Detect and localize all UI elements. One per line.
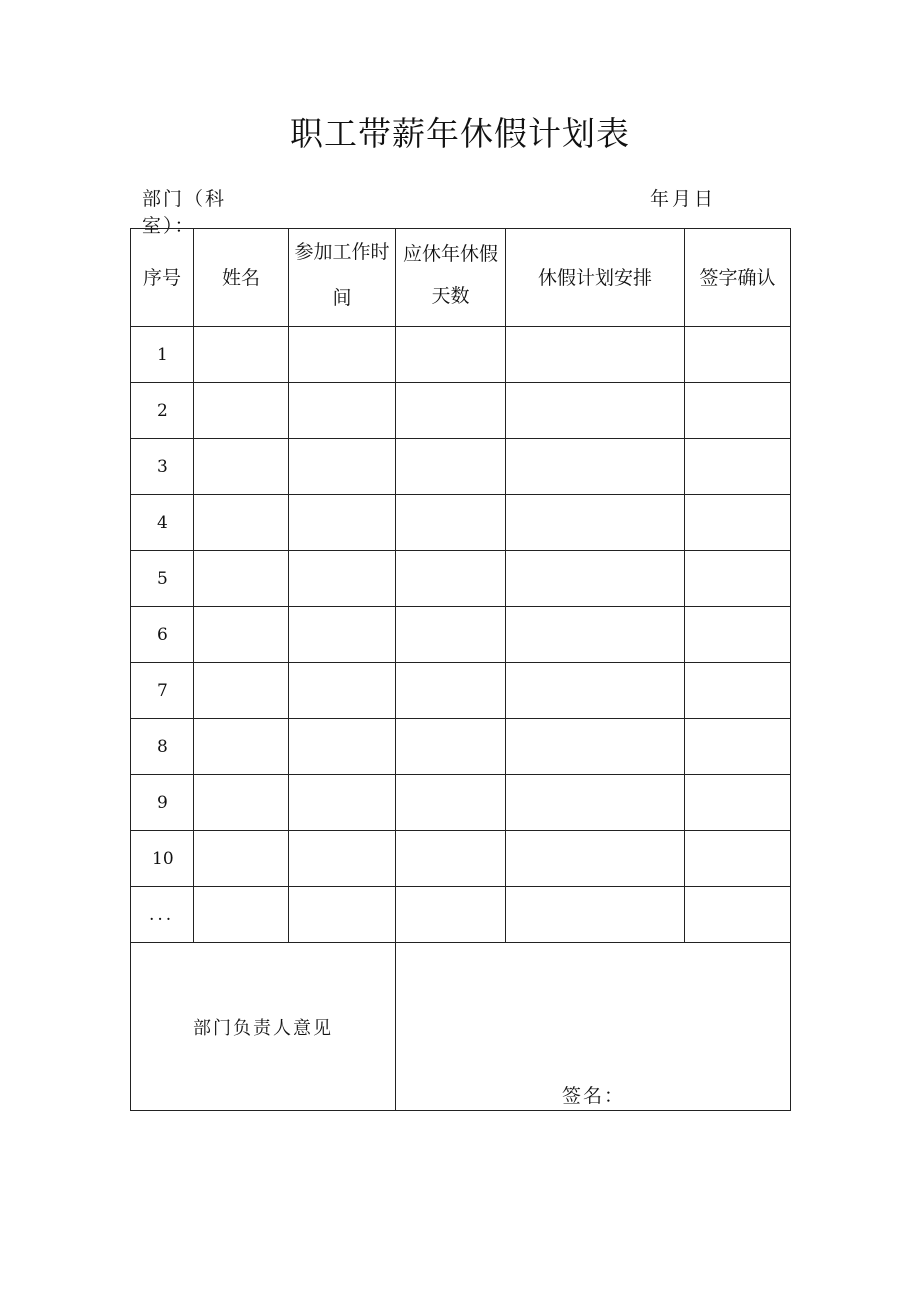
signature-cell[interactable] [685, 775, 791, 831]
name-cell[interactable] [194, 831, 289, 887]
work-start-cell[interactable] [289, 607, 396, 663]
leave-plan-cell[interactable] [506, 607, 685, 663]
work-start-cell[interactable] [289, 831, 396, 887]
leave-days-cell[interactable] [396, 551, 506, 607]
leave-days-cell[interactable] [396, 607, 506, 663]
department-label: 部门（科室）： [142, 188, 227, 237]
header-leave-days: 应休年休假天数 [396, 229, 506, 327]
header-serial-number: 序号 [131, 229, 194, 327]
leave-days-cell[interactable] [396, 775, 506, 831]
leave-days-cell[interactable] [396, 663, 506, 719]
date-label: 年月日 [650, 188, 717, 210]
leave-plan-cell[interactable] [506, 831, 685, 887]
leave-days-cell[interactable] [396, 831, 506, 887]
row-number: 2 [131, 383, 194, 439]
name-cell[interactable] [194, 327, 289, 383]
leave-days-cell[interactable] [396, 439, 506, 495]
name-cell[interactable] [194, 439, 289, 495]
leave-plan-cell[interactable] [506, 439, 685, 495]
leave-plan-cell[interactable] [506, 775, 685, 831]
footer-row [131, 943, 791, 1111]
leave-days-cell[interactable] [396, 495, 506, 551]
row-number: 1 [131, 327, 194, 383]
table-row [131, 719, 791, 775]
signature-cell[interactable] [685, 439, 791, 495]
work-start-cell[interactable] [289, 383, 396, 439]
row-number: 8 [131, 719, 194, 775]
work-start-cell[interactable] [289, 327, 396, 383]
row-number: 4 [131, 495, 194, 551]
row-number: 9 [131, 775, 194, 831]
header-work-start-time: 参加工作时间 [289, 229, 396, 327]
table-row [131, 495, 791, 551]
leave-plan-cell[interactable] [506, 551, 685, 607]
leave-days-cell[interactable] [396, 719, 506, 775]
work-start-cell[interactable] [289, 439, 396, 495]
page-title: 职工带薪年休假计划表 [290, 114, 630, 153]
name-cell[interactable] [194, 607, 289, 663]
signature-label: 签名： [562, 1085, 626, 1107]
work-start-cell[interactable] [289, 551, 396, 607]
table-row [131, 663, 791, 719]
leave-plan-cell[interactable] [506, 383, 685, 439]
leave-plan-cell[interactable] [506, 495, 685, 551]
row-number: 7 [131, 663, 194, 719]
leave-days-cell[interactable] [396, 887, 506, 943]
work-start-cell[interactable] [289, 719, 396, 775]
name-cell[interactable] [194, 719, 289, 775]
row-number: 3 [131, 439, 194, 495]
work-start-cell[interactable] [289, 663, 396, 719]
table-row [131, 775, 791, 831]
signature-cell[interactable] [685, 383, 791, 439]
work-start-cell[interactable] [289, 887, 396, 943]
table-row [131, 327, 791, 383]
table-row [131, 551, 791, 607]
table-header-row [131, 229, 791, 327]
header-leave-plan: 休假计划安排 [506, 229, 685, 327]
row-number: 5 [131, 551, 194, 607]
name-cell[interactable] [194, 887, 289, 943]
signature-cell[interactable] [685, 327, 791, 383]
table-row [131, 887, 791, 943]
header-signature-confirm: 签字确认 [685, 229, 791, 327]
work-start-cell[interactable] [289, 495, 396, 551]
name-cell[interactable] [194, 775, 289, 831]
name-cell[interactable] [194, 663, 289, 719]
department-head-opinion-label: 部门负责人意见 [131, 943, 396, 1111]
header-name: 姓名 [194, 229, 289, 327]
table-row [131, 607, 791, 663]
leave-days-cell[interactable] [396, 383, 506, 439]
row-number: 6 [131, 607, 194, 663]
signature-cell[interactable] [685, 663, 791, 719]
signature-cell[interactable] [685, 607, 791, 663]
leave-plan-cell[interactable] [506, 887, 685, 943]
signature-cell[interactable] [685, 831, 791, 887]
leave-plan-cell[interactable] [506, 327, 685, 383]
leave-plan-cell[interactable] [506, 719, 685, 775]
work-start-cell[interactable] [289, 775, 396, 831]
leave-plan-cell[interactable] [506, 663, 685, 719]
row-number: 10 [131, 831, 194, 887]
signature-cell[interactable] [685, 495, 791, 551]
name-cell[interactable] [194, 551, 289, 607]
name-cell[interactable] [194, 383, 289, 439]
name-cell[interactable] [194, 495, 289, 551]
leave-days-cell[interactable] [396, 327, 506, 383]
opinion-signature-area[interactable] [396, 943, 791, 1111]
table-row [131, 439, 791, 495]
table-row [131, 383, 791, 439]
leave-plan-table [130, 228, 791, 1111]
signature-cell[interactable] [685, 887, 791, 943]
signature-cell[interactable] [685, 719, 791, 775]
signature-cell[interactable] [685, 551, 791, 607]
row-number: ... [131, 887, 194, 943]
table-row [131, 831, 791, 887]
